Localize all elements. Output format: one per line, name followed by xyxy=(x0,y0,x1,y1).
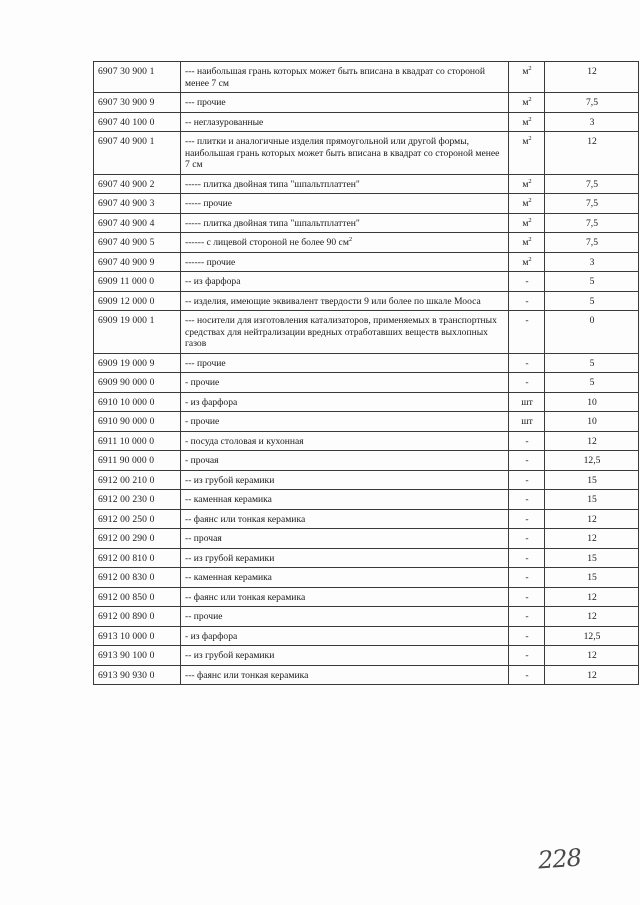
duty-rate-cell: 12 xyxy=(545,665,639,685)
table-row xyxy=(94,233,639,253)
unit-cell: - xyxy=(509,291,545,311)
tariff-code-cell: 6907 40 900 5 xyxy=(94,233,181,253)
tariff-code-cell: 6909 19 000 1 xyxy=(94,311,181,354)
description-cell: -- фаянс или тонкая керамика xyxy=(181,509,509,529)
handwritten-page-number: 228 xyxy=(537,843,582,875)
duty-rate-cell: 12 xyxy=(545,132,639,175)
superscript-two: 2 xyxy=(528,64,532,72)
unit-cell: - xyxy=(509,311,545,354)
tariff-code-cell: 6913 90 930 0 xyxy=(94,665,181,685)
table-row xyxy=(94,490,639,510)
tariff-code-cell: 6909 19 000 9 xyxy=(94,353,181,373)
superscript-two: 2 xyxy=(528,255,532,263)
unit-cell: - xyxy=(509,665,545,685)
duty-rate-cell: 5 xyxy=(545,353,639,373)
tariff-code-cell: 6909 12 000 0 xyxy=(94,291,181,311)
duty-rate-cell: 5 xyxy=(545,291,639,311)
description-cell: -- каменная керамика xyxy=(181,490,509,510)
description-cell: ----- прочие xyxy=(181,194,509,214)
table-row xyxy=(94,431,639,451)
unit-cell: - xyxy=(509,451,545,471)
tariff-code-cell: 6907 40 900 9 xyxy=(94,252,181,272)
unit-cell: - xyxy=(509,509,545,529)
description-cell: --- плитки и аналогичные изделия прямоугольной или другой формы, наибольшая грань которых может быть вписана в квадрат со стороной менее 7 см xyxy=(181,132,509,175)
tariff-code-cell: 6912 00 290 0 xyxy=(94,529,181,549)
duty-rate-cell: 12 xyxy=(545,587,639,607)
description-cell: - из фарфора xyxy=(181,626,509,646)
tariff-code-cell: 6910 90 000 0 xyxy=(94,412,181,432)
unit-cell: - xyxy=(509,353,545,373)
duty-rate-cell: 12,5 xyxy=(545,626,639,646)
description-cell: --- прочие xyxy=(181,353,509,373)
unit-cell: $м^2$ xyxy=(509,132,545,175)
superscript-two: 2 xyxy=(528,196,532,204)
description-cell: -- из грубой керамики xyxy=(181,470,509,490)
duty-rate-cell: 12 xyxy=(545,62,639,93)
table-row xyxy=(94,412,639,432)
tariff-code-cell: 6911 10 000 0 xyxy=(94,431,181,451)
table-row xyxy=(94,373,639,393)
unit-cell: - xyxy=(509,587,545,607)
duty-rate-cell: 3 xyxy=(545,252,639,272)
description-cell: - посуда столовая и кухонная xyxy=(181,431,509,451)
duty-rate-cell: 12 xyxy=(545,509,639,529)
unit-cell: - xyxy=(509,272,545,292)
superscript-two: 2 xyxy=(528,115,532,123)
duty-rate-cell: 15 xyxy=(545,548,639,568)
table-row xyxy=(94,451,639,471)
tariff-code-cell: 6912 00 810 0 xyxy=(94,548,181,568)
duty-rate-cell: 5 xyxy=(545,272,639,292)
unit-cell: - xyxy=(509,490,545,510)
unit-cell: - xyxy=(509,646,545,666)
tariff-code-cell: 6913 90 100 0 xyxy=(94,646,181,666)
tariff-code-cell: 6912 00 210 0 xyxy=(94,470,181,490)
unit-cell: $м^2$ xyxy=(509,213,545,233)
duty-rate-cell: 15 xyxy=(545,568,639,588)
duty-rate-cell: 3 xyxy=(545,112,639,132)
table-row xyxy=(94,509,639,529)
unit-cell: $м^2$ xyxy=(509,194,545,214)
description-cell: ----- плитка двойная типа "шпальтплаттен" xyxy=(181,213,509,233)
table-row xyxy=(94,174,639,194)
tariff-code-cell: 6909 90 000 0 xyxy=(94,373,181,393)
duty-rate-cell: 10 xyxy=(545,392,639,412)
tariff-code-cell: 6907 30 900 1 xyxy=(94,62,181,93)
table-row xyxy=(94,272,639,292)
unit-cell: - xyxy=(509,431,545,451)
duty-rate-cell: 7,5 xyxy=(545,213,639,233)
table-row xyxy=(94,626,639,646)
unit-cell: - xyxy=(509,548,545,568)
unit-cell: $м^2$ xyxy=(509,174,545,194)
table-row xyxy=(94,568,639,588)
duty-rate-cell: 12 xyxy=(545,607,639,627)
tariff-code-cell: 6907 40 900 3 xyxy=(94,194,181,214)
unit-cell: - xyxy=(509,470,545,490)
duty-rate-cell: 12 xyxy=(545,646,639,666)
description-cell: -- из грубой керамики xyxy=(181,646,509,666)
table-row xyxy=(94,587,639,607)
unit-cell: - xyxy=(509,568,545,588)
tariff-code-cell: 6907 40 900 4 xyxy=(94,213,181,233)
tariff-code-cell: 6912 00 890 0 xyxy=(94,607,181,627)
unit-cell: $м^2$ xyxy=(509,62,545,93)
table-row xyxy=(94,213,639,233)
duty-rate-cell: 5 xyxy=(545,373,639,393)
tariff-code-cell: 6907 30 900 9 xyxy=(94,93,181,113)
unit-cell: шт xyxy=(509,392,545,412)
description-cell: ------ прочие xyxy=(181,252,509,272)
description-cell: -- каменная керамика xyxy=(181,568,509,588)
unit-cell: $м^2$ xyxy=(509,233,545,253)
duty-rate-cell: 7,5 xyxy=(545,174,639,194)
table-row xyxy=(94,607,639,627)
table-row xyxy=(94,548,639,568)
table-row xyxy=(94,470,639,490)
description-cell: -- прочая xyxy=(181,529,509,549)
description-cell: --- носители для изготовления катализаторов, применяемых в транспортных средствах для нейтрализации вредных отработавших веществ выхлопных газов xyxy=(181,311,509,354)
unit-cell: $м^2$ xyxy=(509,93,545,113)
description-cell: -- из фарфора xyxy=(181,272,509,292)
table-row xyxy=(94,93,639,113)
unit-cell: - xyxy=(509,529,545,549)
description-cell: --- фаянс или тонкая керамика xyxy=(181,665,509,685)
tariff-code-cell: 6907 40 900 2 xyxy=(94,174,181,194)
duty-rate-cell: 7,5 xyxy=(545,194,639,214)
duty-rate-cell: 12 xyxy=(545,431,639,451)
table-row xyxy=(94,646,639,666)
unit-cell: $м^2$ xyxy=(509,252,545,272)
unit-cell: $м^2$ xyxy=(509,112,545,132)
superscript-two: 2 xyxy=(528,216,532,224)
description-cell: - прочие xyxy=(181,412,509,432)
tariff-code-cell: 6909 11 000 0 xyxy=(94,272,181,292)
table-row xyxy=(94,252,639,272)
description-cell: ------ с лицевой стороной не более 90 $см^2$ xyxy=(181,233,509,253)
tariff-table-body xyxy=(94,62,639,685)
unit-cell: - xyxy=(509,607,545,627)
table-row xyxy=(94,311,639,354)
superscript-two: 2 xyxy=(528,235,532,243)
duty-rate-cell: 7,5 xyxy=(545,93,639,113)
tariff-code-cell: 6907 40 100 0 xyxy=(94,112,181,132)
tariff-code-cell: 6910 10 000 0 xyxy=(94,392,181,412)
table-row xyxy=(94,353,639,373)
description-cell: -- фаянс или тонкая керамика xyxy=(181,587,509,607)
table-row xyxy=(94,665,639,685)
duty-rate-cell: 12,5 xyxy=(545,451,639,471)
unit-cell: - xyxy=(509,373,545,393)
duty-rate-cell: 15 xyxy=(545,490,639,510)
description-cell: - из фарфора xyxy=(181,392,509,412)
tariff-code-cell: 6912 00 250 0 xyxy=(94,509,181,529)
description-cell: --- прочие xyxy=(181,93,509,113)
description-cell: --- наибольшая грань которых может быть вписана в квадрат со стороной менее 7 см xyxy=(181,62,509,93)
superscript-two: 2 xyxy=(528,134,532,142)
tariff-code-cell: 6913 10 000 0 xyxy=(94,626,181,646)
tariff-code-cell: 6911 90 000 0 xyxy=(94,451,181,471)
superscript-two: 2 xyxy=(528,95,532,103)
duty-rate-cell: 10 xyxy=(545,412,639,432)
description-cell: -- прочие xyxy=(181,607,509,627)
superscript-two: 2 xyxy=(528,177,532,185)
tariff-code-cell: 6912 00 830 0 xyxy=(94,568,181,588)
table-row xyxy=(94,132,639,175)
duty-rate-cell: 0 xyxy=(545,311,639,354)
description-cell: -- изделия, имеющие эквивалент твердости 9 или более по шкале Мооса xyxy=(181,291,509,311)
table-row xyxy=(94,194,639,214)
description-cell: ----- плитка двойная типа "шпальтплаттен" xyxy=(181,174,509,194)
superscript-two: 2 xyxy=(348,235,353,243)
unit-cell: - xyxy=(509,626,545,646)
tariff-code-cell: 6912 00 850 0 xyxy=(94,587,181,607)
table-row xyxy=(94,62,639,93)
tariff-table xyxy=(93,61,639,685)
description-cell: -- неглазурованные xyxy=(181,112,509,132)
duty-rate-cell: 12 xyxy=(545,529,639,549)
duty-rate-cell: 7,5 xyxy=(545,233,639,253)
table-row xyxy=(94,392,639,412)
duty-rate-cell: 15 xyxy=(545,470,639,490)
unit-cell: шт xyxy=(509,412,545,432)
table-row xyxy=(94,112,639,132)
description-cell: - прочая xyxy=(181,451,509,471)
tariff-code-cell: 6912 00 230 0 xyxy=(94,490,181,510)
description-cell: - прочие xyxy=(181,373,509,393)
tariff-code-cell: 6907 40 900 1 xyxy=(94,132,181,175)
description-cell: -- из грубой керамики xyxy=(181,548,509,568)
table-row xyxy=(94,529,639,549)
table-row xyxy=(94,291,639,311)
